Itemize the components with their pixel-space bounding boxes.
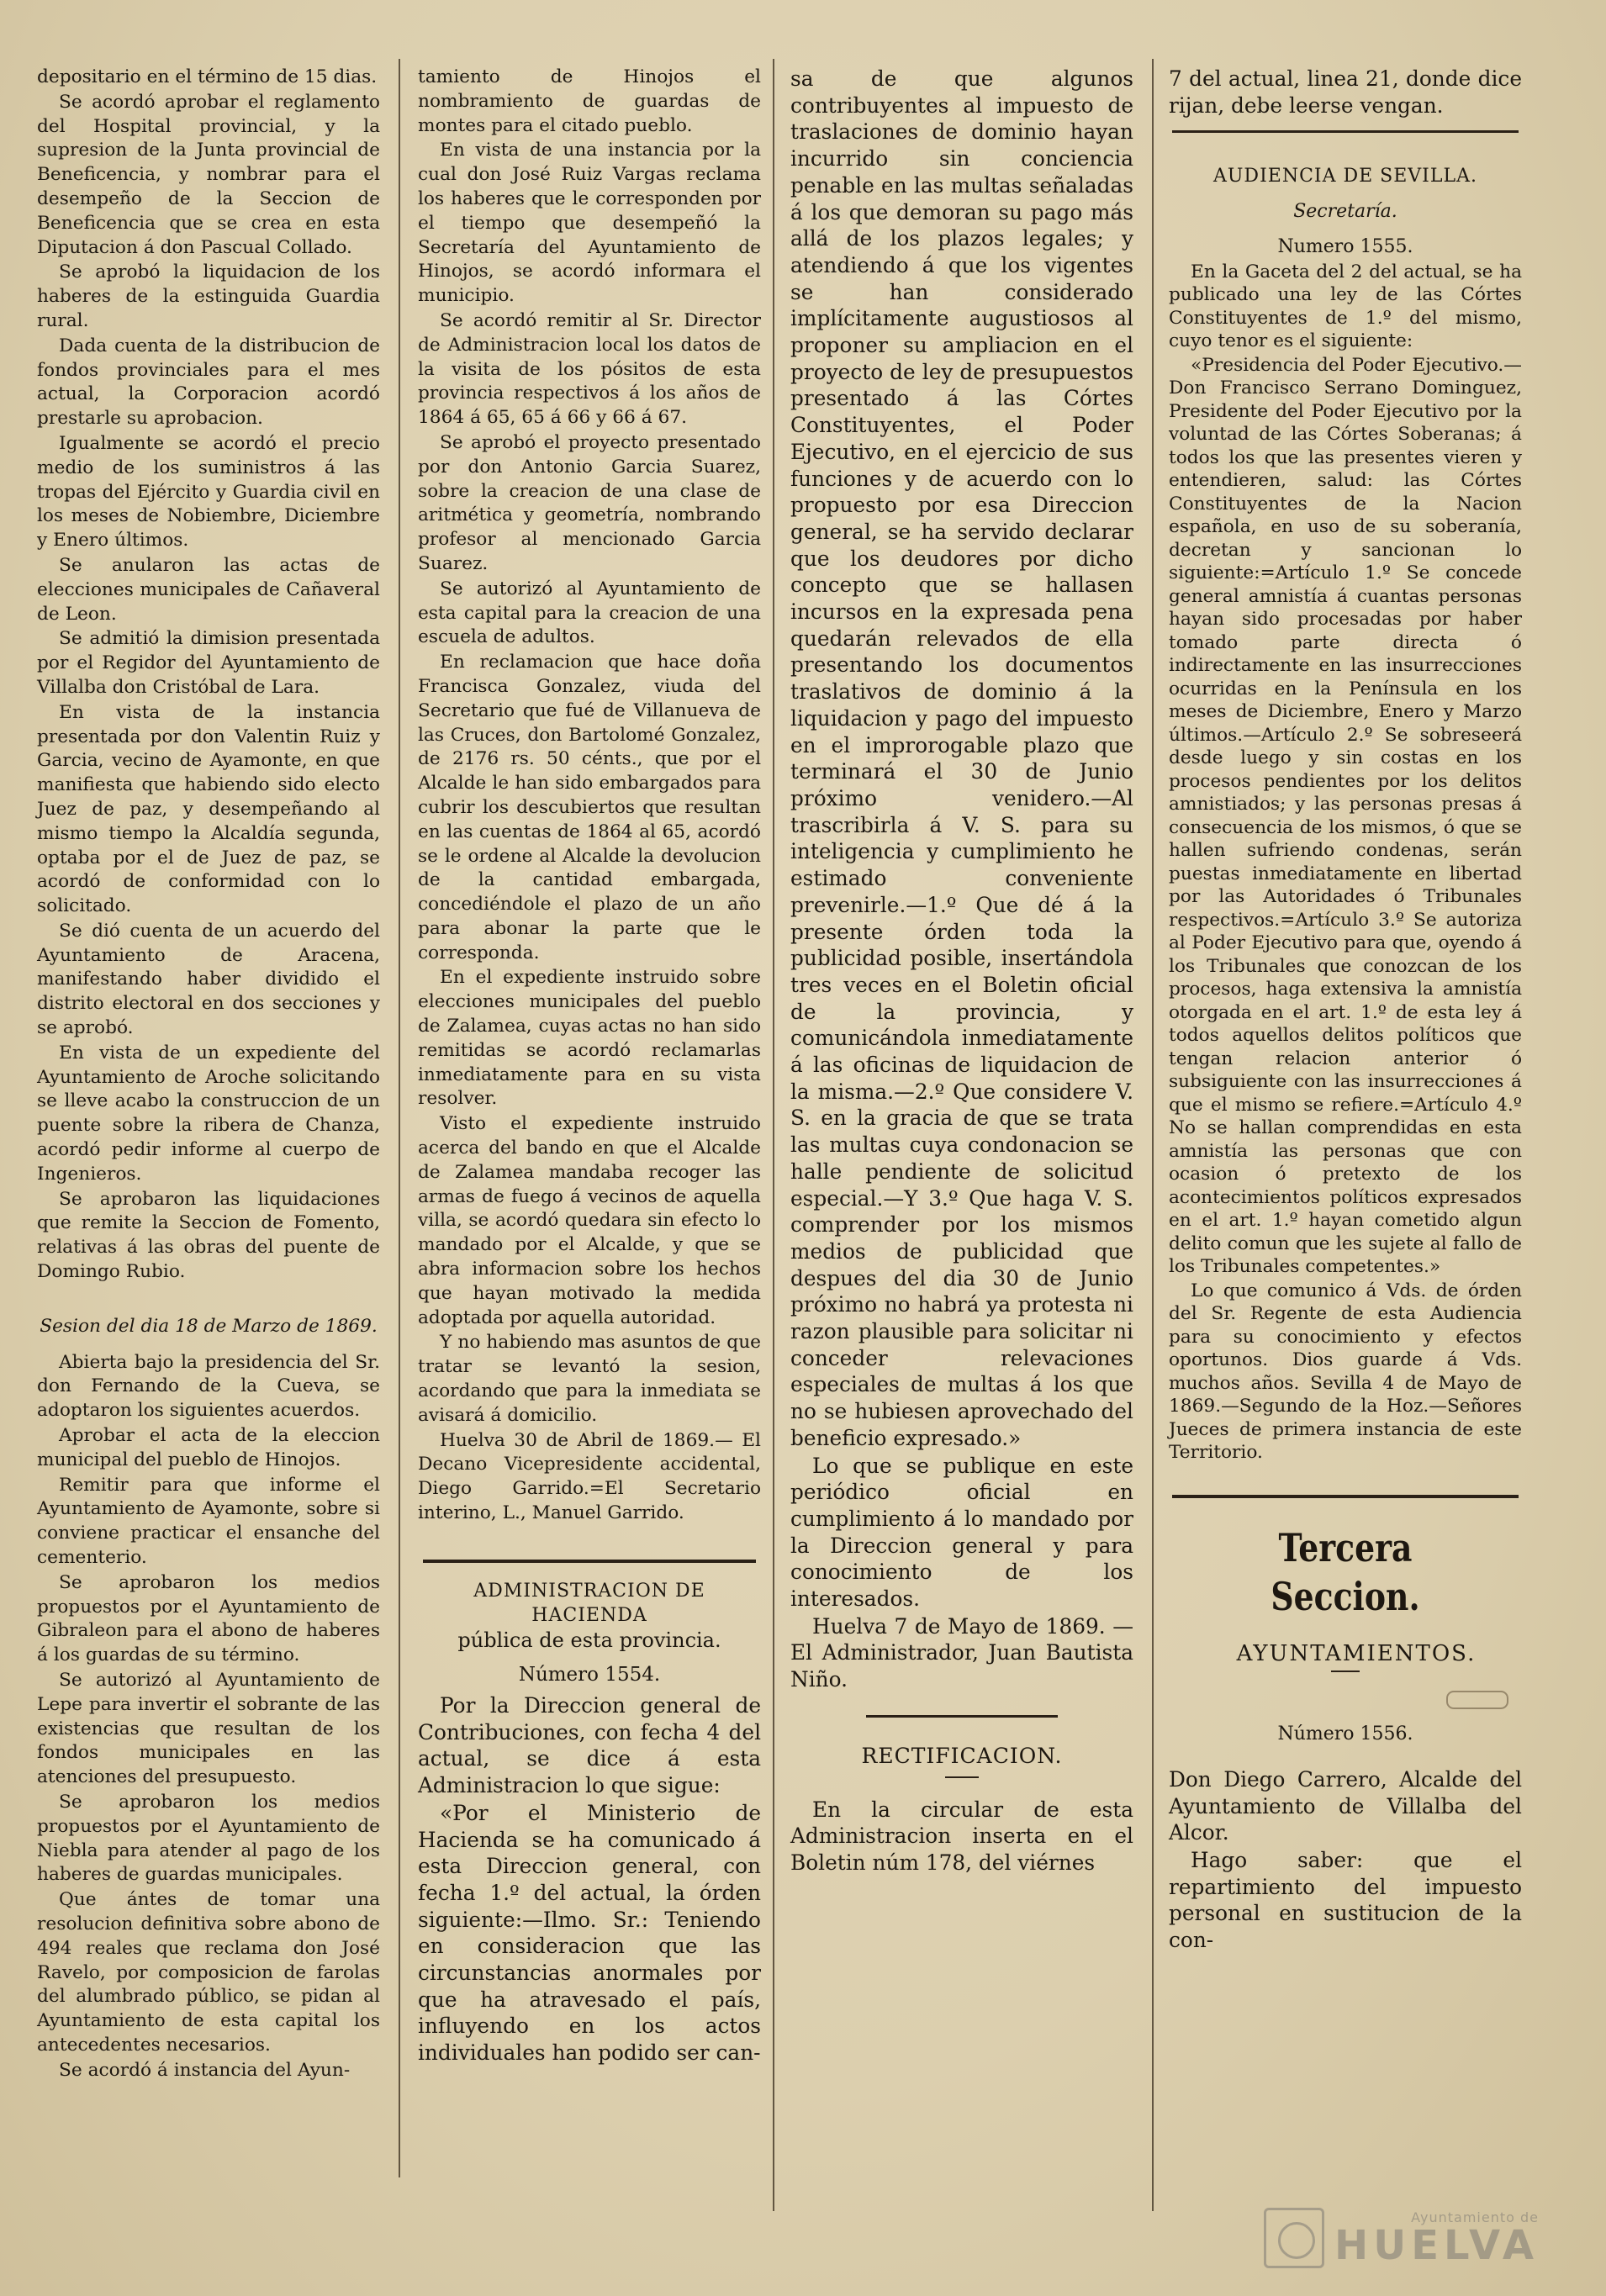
paragraph: Huelva 30 de Abril de 1869.— El Decano Vicepresidente accidental, Diego Garrido.=El Secretario interino, L., Manuel Garrido. (418, 1429, 761, 1524)
ayuntamientos-heading: AYUNTAMIENTOS. (1236, 1640, 1477, 1666)
paragraph: depositario en el término de 15 dias. (37, 66, 378, 87)
paragraph: Se admitió la dimision presentada por el Regidor del Ayuntamiento de Villalba don Cristóbal de Lara. (37, 628, 380, 698)
col4-ayuntamientos-paragraphs (1169, 1766, 1522, 1954)
paragraph: Remitir para que informe el Ayuntamiento de Ayamonte, sobre si conviene practicar el ensanche del cementerio. (37, 1474, 380, 1569)
section-rule (1172, 130, 1519, 133)
paragraph: Lo que se publique en este periódico oficial en cumplimiento á lo mandado por la Direccion general y para conocimiento de los interesados. (790, 1453, 1133, 1612)
col1-session-paragraphs (37, 1351, 380, 2083)
paragraph: Don Diego Carrero, Alcalde del Ayuntamiento de Villalba del Alcor. (1169, 1766, 1522, 1845)
section-rule (866, 1715, 1058, 1718)
paragraph: «Por el Ministerio de Hacienda se ha comunicado á esta Direccion general, con fecha 1.º del actual, la órden siguiente:—Ilmo. Sr.: Teniendo en consideracion que las circunstancias anormales por que ha atravesado el país, influyendo en los actos individuales han podido ser can- (418, 1800, 761, 2066)
paragraph: Igualmente se acordó el precio medio de los suministros á las tropas del Ejército y Guardia civil en los meses de Nobiembre, Diciembre y Enero últimos. (37, 432, 380, 552)
column-3 (790, 66, 1133, 1876)
col2-paragraphs (418, 66, 761, 1526)
col4-paragraphs (1169, 261, 1522, 1465)
paragraph: Por la Direccion general de Contribuciones, con fecha 4 del actual, se dice á esta Administracion lo que sigue: (418, 1693, 761, 1798)
paragraph: Lo que comunico á Vds. de órden del Sr. Regente de esta Audiencia para su conocimiento y efectos oportunos. Dios guarde á Vds. muchos años. Sevilla 4 de Mayo de 1869.—Segundo de la Hoz.—Señores Jueces de primera instancia de este Territorio. (1169, 1280, 1522, 1464)
column-rule (1152, 59, 1154, 2211)
section-rule (423, 1560, 756, 1563)
short-rule (945, 1776, 979, 1778)
col1-paragraphs (37, 66, 380, 1285)
paragraph: Huelva 7 de Mayo de 1869. —El Administrador, Juan Bautista Niño. (790, 1613, 1133, 1692)
paragraph: Se dió cuenta de un acuerdo del Ayuntamiento de Aracena, manifestando haber dividido el distrito electoral en dos secciones y se aprobó. (37, 920, 380, 1039)
tercera-seccion-heading: Tercera Seccion. (1271, 1524, 1420, 1619)
session-heading: Sesion del dia 18 de Marzo de 1869. (40, 1315, 378, 1337)
admin-heading: ADMINISTRACION DE HACIENDA (473, 1580, 705, 1626)
paragraph: Se anularon las actas de elecciones municipales de Cañaveral de Leon. (37, 554, 380, 625)
paragraph: Se aprobaron los medios propuestos por el Ayuntamiento de Gibraleon para el abono de haberes á los guardas de su término. (37, 1571, 380, 1666)
short-rule (1331, 1671, 1360, 1672)
archive-watermark (1334, 2209, 1539, 2269)
paragraph: Se aprobó la liquidacion de los haberes de la estinguida Guardia rural. (37, 261, 380, 331)
watermark-top: Ayuntamiento de (1411, 2209, 1539, 2225)
column-4 (1169, 66, 1522, 1954)
admin-subheading: pública de esta provincia. (457, 1628, 721, 1653)
ayuntamientos-number: Número 1556. (1277, 1723, 1413, 1745)
paragraph: Se autorizó al Ayuntamiento de Lepe para invertir el sobrante de las existencias que resultan de los fondos municipales en las atenciones del presupuesto. (37, 1670, 380, 1788)
paragraph: Visto el expediente instruido acerca del bando en que el Alcalde de Zalamea mandaba recoger las armas de fuego á vecinos de aquella villa, se acordó quedara sin efecto lo mandado por el Alcalde, y que se abra informacion sobre los hechos que hayan motivado la medida adoptada por aquella autoridad. (418, 1113, 761, 1328)
paragraph: «Presidencia del Poder Ejecutivo.—Don Francisco Serrano Dominguez, Presidente del Poder Ejecutivo por la voluntad de las Córtes Soberanas; á todos los que las presentes vieren y entendieren, salud: las Córtes Constituyentes de la Nacion española, en uso de su soberanía, decretan y sancionan lo siguiente:=Artículo 1.º Se concede general amnistía á cuantas personas hayan sido procesadas por haber tomado parte directa ó indirectamente en las insurrecciones ocurridas en la Península en los meses de Diciembre, Enero y Marzo últimos.—Artículo 2.º Se sobreseerá desde luego y sin costas en los procesos pendientes por los delitos amnistiados; y las personas presas á consecuencia de los mismos, ó que se hallen sufriendo condenas, serán puestas inmediatamente en libertad por las Autoridades ó Tribunales respectivos.=Artículo 3.º Se autoriza al Poder Ejecutivo para que, oyendo á los Tribunales que conozcan de los procesos, haga extensiva la amnistía otorgada en el art. 1.º de esta ley á todos aquellos delitos políticos que tengan relacion anterior ó subsiguiente con las insurrecciones á que el mismo se refiere.=Artículo 4.º No se hallan comprendidas en esta amnistía las personas que con ocasion ó pretexto de los acontecimientos políticos expresados en el art. 1.º hayan cometido algun delito comun que les sujete al fallo de los Tribunales competentes.» (1169, 354, 1522, 1278)
section-rule (1172, 1495, 1519, 1498)
paragraph: Se aprobaron los medios propuestos por el Ayuntamiento de Niebla para atender al pago de los haberes de guardas municipales. (37, 1791, 380, 1886)
column-rule (773, 59, 774, 2211)
column-rule (399, 59, 400, 2177)
paragraph: Se acordó remitir al Sr. Director de Administracion local los datos de la visita de los pósitos de esta provincia respectivos á los años de 1864 á 65, 65 á 66 y 66 á 67. (418, 309, 761, 429)
paragraph: Se aprobó el proyecto presentado por don Antonio Garcia Suarez, sobre la creacion de una clase de aritmética y geometría, nombrando profesor al mencionado Garcia Suarez. (418, 431, 761, 574)
paragraph: En vista de un expediente del Ayuntamiento de Aroche solicitando se lleve acabo la construccion de un puente sobre la ribera de Chanza, acordó pedir informe al cuerpo de Ingenieros. (37, 1042, 380, 1185)
column-2 (418, 66, 761, 2066)
paragraph: Aprobar el acta de la eleccion municipal del pueblo de Hinojos. (37, 1425, 380, 1470)
rectificacion-heading: RECTIFICACION. (861, 1743, 1063, 1768)
paragraph: Se acordó aprobar el reglamento del Hospital provincial, y la supresion de la Junta provincial de Beneficencia, y nombrar para el desempeño de la Seccion de Beneficencia que se crea en esta Diputacion á don Pascual Collado. (37, 91, 380, 258)
rectificacion-text: En la circular de esta Administracion inserta en el Boletin núm 178, del viérnes (790, 1797, 1133, 1875)
paragraph: Hago saber: que el repartimiento del impuesto personal en sustitucion de la con- (1169, 1848, 1522, 1953)
col3-paragraphs (790, 66, 1133, 1693)
paragraph: En vista de una instancia por la cual don José Ruiz Vargas reclama los haberes que le corresponden por el tiempo que desempeñó la Secretaría del Ayuntamiento de Hinojos, se acordó informara el municipio. (418, 140, 761, 307)
paragraph: tamiento de Hinojos el nombramiento de guardas de montes para el citado pueblo. (418, 66, 761, 136)
paragraph: En la Gaceta del 2 del actual, se ha publicado una ley de las Córtes Constituyentes de 1.º del mismo, cuyo tenor es el siguiente: (1169, 261, 1522, 352)
audiencia-heading: AUDIENCIA DE SEVILLA. (1213, 166, 1477, 187)
admin-number: Número 1554. (518, 1664, 661, 1686)
paragraph: Dada cuenta de la distribucion de fondos provinciales para el mes actual, la Corporacion acordó prestarle su aprobacion. (37, 335, 380, 430)
paragraph: Se autorizó al Ayuntamiento de esta capital para la creacion de una escuela de adultos. (418, 578, 761, 648)
paragraph: Y no habiendo mas asuntos de que tratar se levantó la sesion, acordando que para la inmediata se avisará á domicilio. (418, 1332, 761, 1426)
ink-stamp (1446, 1691, 1508, 1709)
paragraph: sa de que algunos contribuyentes al impuesto de traslaciones de dominio hayan incurrido sin conciencia penable en las multas señaladas á los que demoran su pago más allá de los plazos legales; y atendiendo á que los vigentes se han considerado implícitamente augustiosos al proponer su ampliacion en el proyecto de ley de presupuestos presentado á las Córtes Constituyentes, el Poder Ejecutivo, en el ejercicio de sus funciones y de acuerdo con lo propuesto por esa Direccion general, se ha servido declarar que los deudores por dicho concepto que se hallasen incursos en la expresada pena quedarán relevados de ella presentando los documentos traslativos de dominio á la liquidacion y pago del impuesto en el improrogable plazo que terminará el 30 de Junio próximo venidero.—Al trascribirla á V. S. para su inteligencia y cumplimiento he estimado conveniente prevenirle.—1.º Que dé á la presente órden toda la publicidad posible, insertándola tres veces en el Boletin oficial de la provincia, y comunicándola inmediatamente á las oficinas de liquidacion de la misma.—2.º Que considere V. S. en la gracia de que se trata las multas cuya condonacion se halle pendiente de solicitud especial.—Y 3.º Que haga V. S. comprender por los mismos medios de publicidad que despues del dia 30 de Junio próximo no habrá ya protesta ni razon plausible para solicitar ni conceder relevaciones especiales de multas á los que no se hubiesen aprovechado del beneficio expresado.» (790, 66, 1133, 1450)
paragraph: En reclamacion que hace doña Francisca Gonzalez, viuda del Secretario que fué de Villanueva de las Cruces, don Bartolomé Gonzalez, de 2176 rs. 50 cénts., que por el Alcalde le han sido embargados para cubrir los descubiertos que resultan en las cuentas de 1864 al 65, acordó se le ordene al Alcalde la devolucion de la cantidad embargada, concediéndole el plazo de un año para abonar la parte que le corresponda. (418, 652, 761, 963)
paragraph: Abierta bajo la presidencia del Sr. don Fernando de la Cueva, se adoptaron los siguientes acuerdos. (37, 1351, 380, 1422)
secretaria-heading: Secretaría. (1293, 201, 1397, 223)
col4-top-text: 7 del actual, linea 21, donde dice rijan, debe leerse vengan. (1169, 66, 1522, 118)
paragraph: En vista de la instancia presentada por don Valentin Ruiz y Garcia, vecino de Ayamonte, en que manifiesta que habiendo sido electo Juez de paz, y desempeñando al mismo tiempo la Alcaldía segunda, optaba por el de Juez de paz, se acordó de conformidad con lo solicitado. (37, 701, 380, 917)
crest-icon (1264, 2208, 1324, 2268)
paragraph: Que ántes de tomar una resolucion definitiva sobre abono de 494 reales que reclama don José Ravelo, por composicion de farolas del alumbrado público, se pidan al Ayuntamiento de esta capital los antecedentes necesarios. (37, 1889, 380, 2056)
paragraph: Se acordó á instancia del Ayun- (59, 2059, 351, 2081)
paragraph: En el expediente instruido sobre elecciones municipales del pueblo de Zalamea, cuyas actas no han sido remitidas se acordó reclamarlas inmediatamente para en su vista resolver. (418, 967, 761, 1110)
column-1 (37, 66, 380, 2083)
col2-admin-paragraphs (418, 1692, 761, 2066)
watermark-main: HUELVA (1334, 2222, 1539, 2269)
paragraph: Se aprobaron las liquidaciones que remite la Seccion de Fomento, relativas á las obras del puente de Domingo Rubio. (37, 1188, 380, 1283)
audiencia-number: Numero 1555. (1277, 235, 1413, 257)
